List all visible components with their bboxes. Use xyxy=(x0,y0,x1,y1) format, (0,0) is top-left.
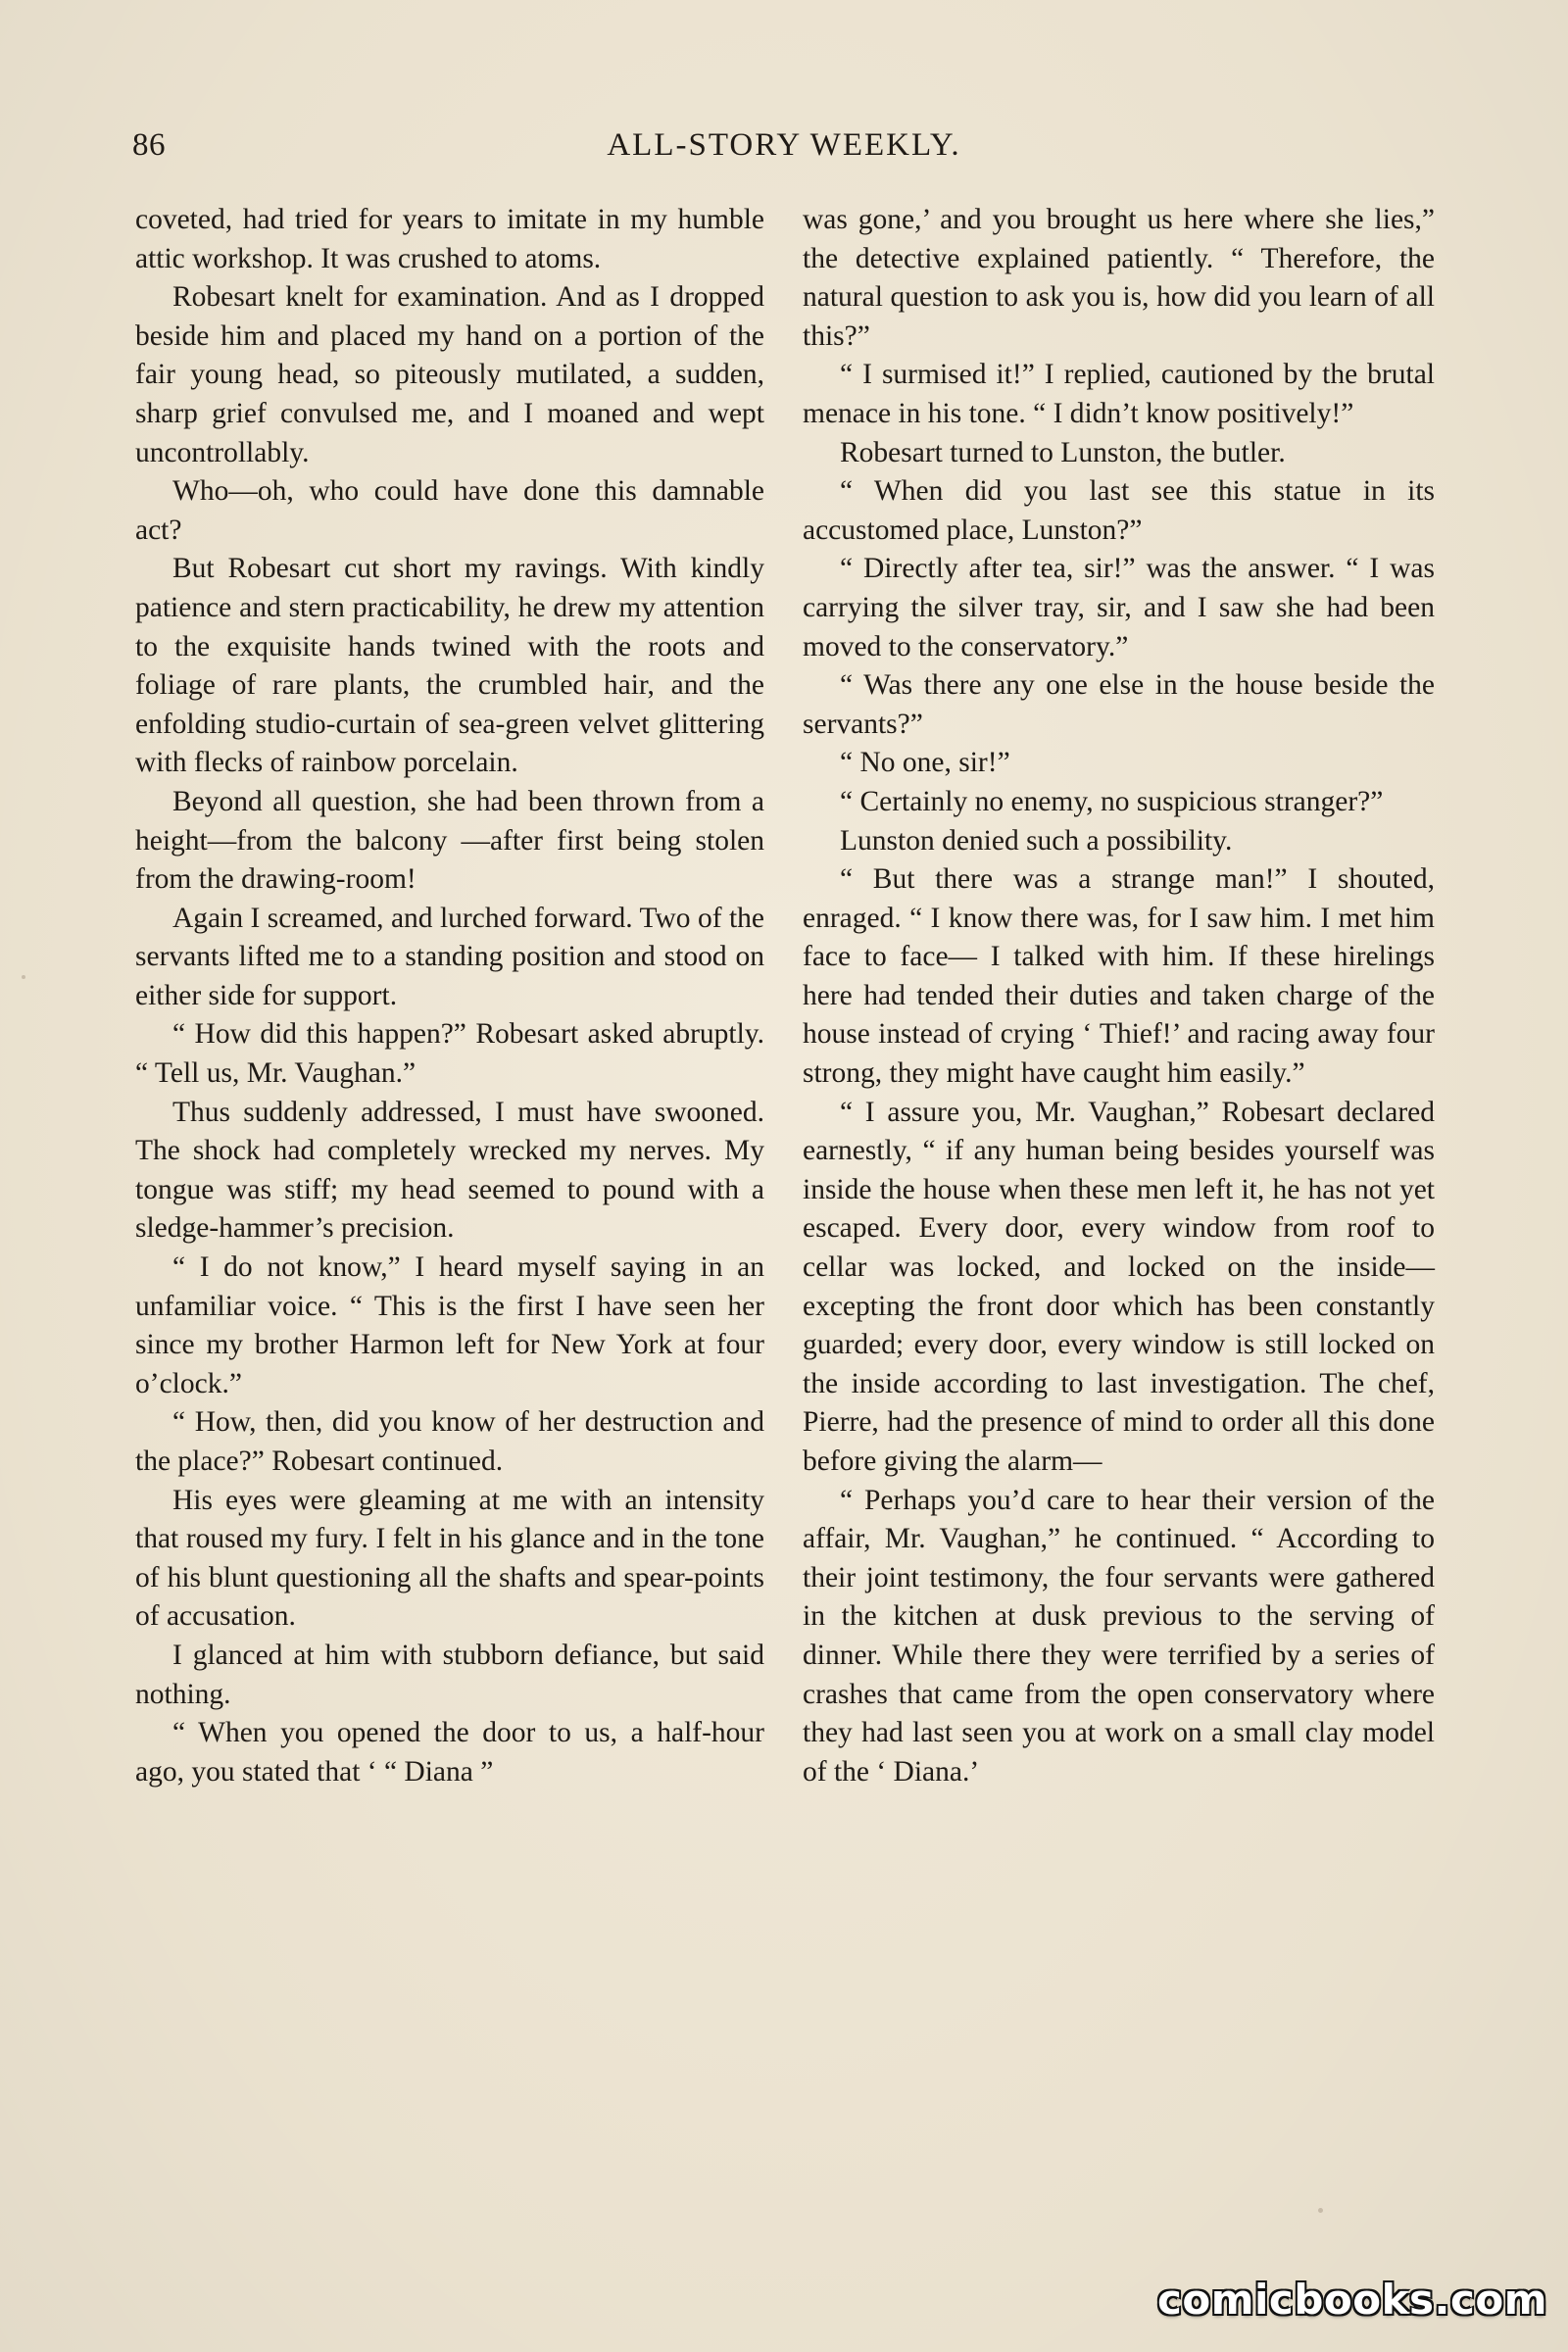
left-column-paragraph: “ I do not know,” I heard myself saying in an unfamiliar voice. “ This is the first I have seen her since my brother Harmon left for New York at four o’clock.” xyxy=(135,1251,764,1399)
right-column-paragraph: “ I surmised it!” I replied, cautioned by the brutal menace in his tone. “ I didn’t know positively!” xyxy=(803,359,1435,429)
right-text-column xyxy=(803,201,1435,1791)
right-column-paragraph: “ Perhaps you’d care to hear their version of the affair, Mr. Vaughan,” he continued. “ According to their joint testimony, the four servants were gathered in the kitchen at dusk previous to the serving of dinner. While there they were terrified by a series of crashes that came from the open conservatory where they had last seen you at work on a small clay model of the ‘ Diana.’ xyxy=(803,1484,1435,1788)
running-title: ALL-STORY WEEKLY. xyxy=(607,127,961,163)
right-column-paragraph: “ When did you last see this statue in its accustomed place, Lunston?” xyxy=(803,475,1435,546)
paper-speck xyxy=(1318,2208,1323,2213)
left-column-paragraph: Beyond all question, she had been thrown from a height—from the balcony —after first being stolen from the drawing-room! xyxy=(135,785,764,896)
right-column-paragraph: “ I assure you, Mr. Vaughan,” Robesart declared earnestly, “ if any human being besides yourself was inside the house when these men left it, he has not yet escaped. Every door, every window from roof to cellar was locked, and locked on the inside—excepting the front door which has been constantly guarded; every door, every window is still locked on the inside according to last investigation. The chef, Pierre, had the presence of mind to order all this done before giving the alarm— xyxy=(803,1096,1435,1477)
left-text-column xyxy=(135,201,764,1791)
left-column-paragraph: I glanced at him with stubborn defiance, but said nothing. xyxy=(135,1639,764,1710)
right-column-paragraph: “ No one, sir!” xyxy=(840,747,1010,779)
right-column-paragraph: “ Was there any one else in the house beside the servants?” xyxy=(803,669,1435,740)
left-column-paragraph: Again I screamed, and lurched forward. Two of the servants lifted me to a standing position and stood on either side for support. xyxy=(135,902,764,1011)
right-column-paragraph: Robesart turned to Lunston, the butler. xyxy=(840,436,1286,468)
page-header xyxy=(132,127,1436,186)
left-column-paragraph: Who—oh, who could have done this damnable act? xyxy=(135,475,764,546)
right-column-paragraph: Lunston denied such a possibility. xyxy=(840,824,1233,857)
comicbooks-watermark: comicbooks.com xyxy=(1157,2275,1547,2324)
right-column-paragraph: was gone,’ and you brought us here where she lies,” the detective explained patiently. “ Therefore, the natural question to ask you is, how did you learn of all this?” xyxy=(803,204,1435,352)
left-column-paragraph: “ How did this happen?” Robesart asked abruptly. “ Tell us, Mr. Vaughan.” xyxy=(135,1018,764,1090)
left-column-paragraph: Robesart knelt for examination. And as I dropped beside him and placed my hand on a portion of the fair young head, so piteously mutilated, a sudden, sharp grief convulsed me, and I moaned and wept uncontrollably. xyxy=(135,281,764,468)
left-column-paragraph: “ When you opened the door to us, a half-hour ago, you stated that ‘ “ Diana ” xyxy=(135,1717,764,1788)
left-column-paragraph: “ How, then, did you know of her destruction and the place?” Robesart continued. xyxy=(135,1406,764,1477)
left-column-paragraph: coveted, had tried for years to imitate in my humble attic workshop. It was crushed to atoms. xyxy=(135,204,764,274)
left-column-paragraph: Thus suddenly addressed, I must have swooned. The shock had completely wrecked my nerves. My tongue was stiff; my head seemed to pound with a sledge-hammer’s precision. xyxy=(135,1096,764,1245)
right-column-paragraph: “ But there was a strange man!” I shouted, enraged. “ I know there was, for I saw him. I met him face to face— I talked with him. If these hirelings here had tended their duties and taken charge of the house instead of crying ‘ Thief!’ and racing away four strong, they might have caught him easily.” xyxy=(803,863,1435,1090)
article-columns xyxy=(135,201,1437,2185)
paper-speck xyxy=(22,975,25,979)
left-column-paragraph: But Robesart cut short my ravings. With kindly patience and stern practicability, he drew my attention to the exquisite hands twined with the roots and foliage of rare plants, the crumbled hair, and the enfolding studio-curtain of sea-green velvet glittering with flecks of rainbow porcelain. xyxy=(135,553,764,779)
page-number: 86 xyxy=(132,127,166,163)
right-column-paragraph: “ Certainly no enemy, no suspicious stranger?” xyxy=(840,785,1384,817)
right-column-paragraph: “ Directly after tea, sir!” was the answer. “ I was carrying the silver tray, sir, and I saw she had been moved to the conservatory.” xyxy=(803,553,1435,662)
left-column-paragraph: His eyes were gleaming at me with an intensity that roused my fury. I felt in his glance and in the tone of his blunt questioning all the shafts and spear-points of accusation. xyxy=(135,1484,764,1633)
